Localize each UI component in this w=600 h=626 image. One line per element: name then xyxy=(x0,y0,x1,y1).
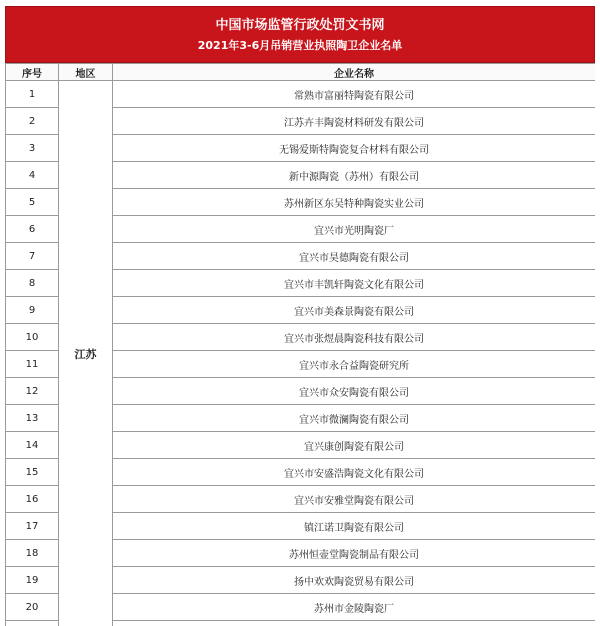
row-index: 5 xyxy=(6,189,59,216)
row-index: 7 xyxy=(6,243,59,270)
company-name: 宜兴市微澜陶瓷有限公司 xyxy=(113,405,596,432)
company-name: 宜兴市永合益陶瓷研究所 xyxy=(113,351,596,378)
row-index xyxy=(6,621,59,626)
row-index: 6 xyxy=(6,216,59,243)
company-name: 扬中欢欢陶瓷贸易有限公司 xyxy=(113,567,596,594)
company-name: 苏州市金陵陶瓷厂 xyxy=(113,594,596,621)
company-name: 宜兴市美森景陶瓷有限公司 xyxy=(113,297,596,324)
title-banner xyxy=(5,6,595,63)
region-cell: 江苏 xyxy=(59,81,113,626)
row-index: 3 xyxy=(6,135,59,162)
row-index: 14 xyxy=(6,432,59,459)
column-header-company: 企业名称 xyxy=(113,64,596,81)
document-title: 中国市场监管行政处罚文书网 xyxy=(215,18,385,33)
company-name: 新中源陶瓷（苏州）有限公司 xyxy=(113,162,596,189)
row-index: 20 xyxy=(6,594,59,621)
company-name xyxy=(113,621,596,626)
row-index: 19 xyxy=(6,567,59,594)
company-name: 宜兴康创陶瓷有限公司 xyxy=(113,432,596,459)
row-index: 4 xyxy=(6,162,59,189)
document-sheet xyxy=(5,6,595,626)
row-index: 9 xyxy=(6,297,59,324)
company-name: 宜兴市安盛浩陶瓷文化有限公司 xyxy=(113,459,596,486)
company-name: 镇江诺卫陶瓷有限公司 xyxy=(113,513,596,540)
company-name: 江苏卉丰陶瓷材料研发有限公司 xyxy=(113,108,596,135)
company-name: 宜兴市众安陶瓷有限公司 xyxy=(113,378,596,405)
company-name: 苏州恒壶堂陶瓷制品有限公司 xyxy=(113,540,596,567)
company-name: 常熟市富丽特陶瓷有限公司 xyxy=(113,81,596,108)
company-name: 宜兴市昊德陶瓷有限公司 xyxy=(113,243,596,270)
row-index: 8 xyxy=(6,270,59,297)
table-body xyxy=(6,81,596,626)
table-row xyxy=(6,81,596,108)
company-name: 宜兴市张煜晨陶瓷科技有限公司 xyxy=(113,324,596,351)
company-table xyxy=(5,63,595,626)
column-header-region: 地区 xyxy=(59,64,113,81)
row-index: 2 xyxy=(6,108,59,135)
company-name: 无锡爱斯特陶瓷复合材料有限公司 xyxy=(113,135,596,162)
document-subtitle: 2021年3-6月吊销营业执照陶卫企业名单 xyxy=(197,39,403,52)
company-name: 苏州新区东吴特种陶瓷实业公司 xyxy=(113,189,596,216)
table-header-row xyxy=(6,64,596,81)
row-index: 17 xyxy=(6,513,59,540)
column-header-index: 序号 xyxy=(6,64,59,81)
company-name: 宜兴市丰凯轩陶瓷文化有限公司 xyxy=(113,270,596,297)
row-index: 18 xyxy=(6,540,59,567)
row-index: 13 xyxy=(6,405,59,432)
row-index: 1 xyxy=(6,81,59,108)
row-index: 12 xyxy=(6,378,59,405)
row-index: 15 xyxy=(6,459,59,486)
company-name: 宜兴市光明陶瓷厂 xyxy=(113,216,596,243)
row-index: 10 xyxy=(6,324,59,351)
row-index: 16 xyxy=(6,486,59,513)
row-index: 11 xyxy=(6,351,59,378)
company-name: 宜兴市安雅堂陶瓷有限公司 xyxy=(113,486,596,513)
